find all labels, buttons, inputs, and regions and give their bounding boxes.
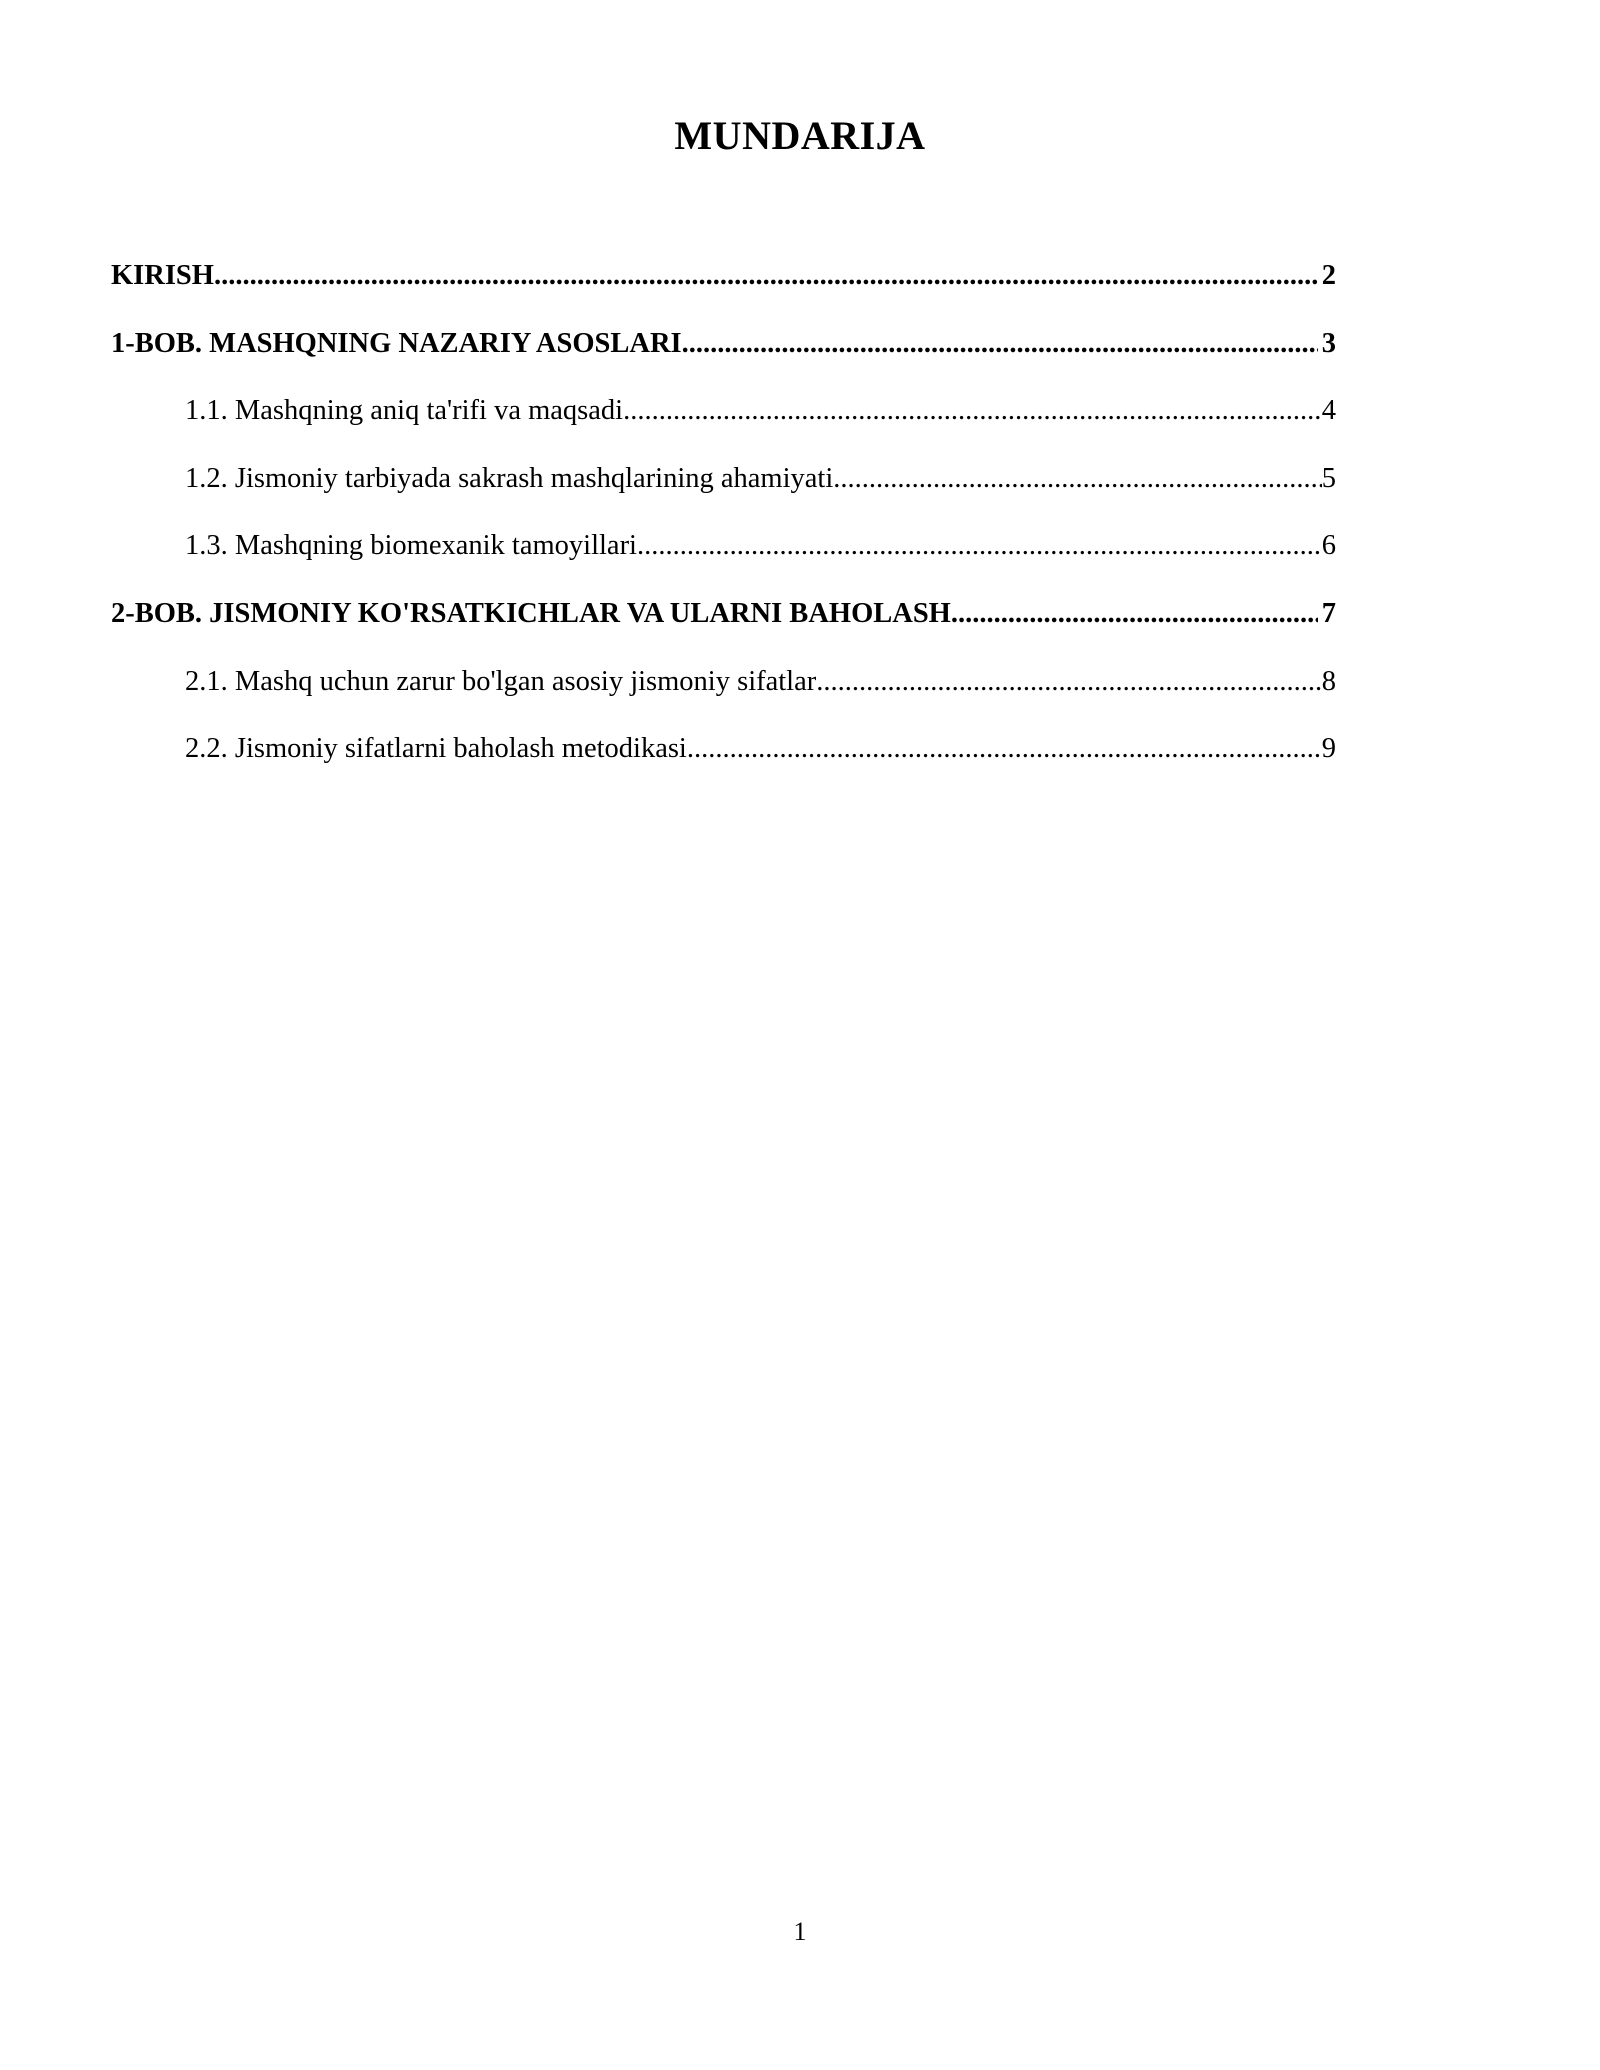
toc-entry-chapter-2[interactable] xyxy=(111,586,1336,654)
toc-entry-title: 2.2. Jismoniy sifatlarni baholash metodikasi xyxy=(185,733,687,765)
toc-entry-chapter-1[interactable] xyxy=(111,316,1336,384)
toc-entry-title: 1.2. Jismoniy tarbiyada sakrash mashqlarining ahamiyati xyxy=(185,462,834,494)
toc-dot-leader xyxy=(833,451,1322,507)
toc-page-number: 8 xyxy=(1321,665,1336,697)
page-number-footer: 1 xyxy=(793,1917,807,1946)
toc-entry-title: KIRISH xyxy=(111,260,214,291)
toc-entry-section-2-1[interactable] xyxy=(111,654,1336,722)
toc-page-number: 4 xyxy=(1321,395,1336,427)
toc-entry-section-1-2[interactable] xyxy=(111,451,1336,519)
toc-dot-leader xyxy=(951,586,1318,642)
toc-entry-kirish[interactable] xyxy=(111,248,1336,316)
toc-dot-leader xyxy=(623,383,1322,439)
toc-dot-leader xyxy=(687,721,1322,777)
toc-entry-title: 1.3. Mashqning biomexanik tamoyillari xyxy=(185,530,637,562)
toc-entry-section-1-1[interactable] xyxy=(111,383,1336,451)
toc-page-number: 7 xyxy=(1321,597,1336,629)
toc-entry-title: 2.1. Mashq uchun zarur bo'lgan asosiy jismoniy sifatlar xyxy=(185,665,817,697)
table-of-contents xyxy=(111,248,1336,789)
toc-page-number: 3 xyxy=(1321,327,1336,359)
toc-dot-leader xyxy=(682,316,1318,372)
toc-entry-section-2-2[interactable] xyxy=(111,721,1336,789)
toc-page-number: 2 xyxy=(1321,260,1336,291)
toc-entry-title: 1-BOB. MASHQNING NAZARIY ASOSLARI xyxy=(111,327,682,359)
toc-page-number: 9 xyxy=(1321,733,1336,765)
toc-page-number: 5 xyxy=(1321,462,1336,494)
toc-entry-title: 2-BOB. JISMONIY KO'RSATKICHLAR VA ULARNI BAHOLASH xyxy=(111,597,951,629)
toc-page-number: 6 xyxy=(1321,530,1336,562)
toc-dot-leader xyxy=(816,654,1322,710)
toc-entry-title: 1.1. Mashqning aniq ta'rifi va maqsadi xyxy=(185,395,624,427)
toc-dot-leader xyxy=(637,518,1322,574)
page-title: MUNDARIJA xyxy=(674,113,926,158)
toc-entry-section-1-3[interactable] xyxy=(111,518,1336,586)
toc-dot-leader xyxy=(214,248,1318,304)
